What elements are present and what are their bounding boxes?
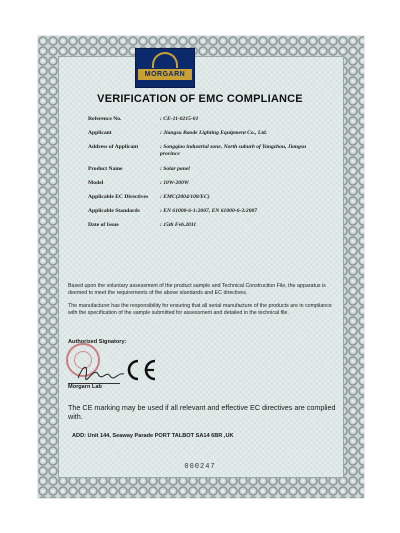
assessment-paragraph: Based upon the voluntary assessment of the product sample and Technical Construction File, the apparatus is deemed to meet the requirements of the above standards and EC directives. (68, 283, 326, 296)
certificate-frame (38, 36, 364, 498)
field-value: : Jiangsu Baode Lighting Equipment Co., Ltd. (160, 130, 268, 136)
field-label: Applicant (88, 130, 112, 136)
field-label: Applicable EC Directives (88, 194, 149, 200)
lab-name: Morgarn Lab (68, 384, 102, 390)
field-label: Reference No. (88, 116, 122, 122)
field-value: : Solar panel (160, 166, 190, 172)
field-label: Applicable Standards (88, 208, 140, 214)
field-label: Product Name (88, 166, 123, 172)
morgarn-logo (135, 48, 195, 88)
field-value: : Songqiao industrial zone, North suburb of Yangzhou, Jiangsu province (160, 144, 307, 157)
ce-mark-icon (124, 358, 158, 382)
ce-marking-note: The CE marking may be used if all relevant and effective EC directives are complied with. (68, 403, 336, 421)
field-value: : 15th Feb.2011 (160, 222, 197, 228)
field-value: : EN 61000-6-1:2007, EN 61000-6-3:2007 (160, 208, 258, 214)
field-value: : 10W-200W (160, 180, 189, 186)
field-label: Date of Issue (88, 222, 119, 228)
logo-arc-icon (152, 52, 178, 68)
field-value: : CE-11-0215-01 (160, 116, 199, 122)
logo-name: MORGARN (138, 69, 192, 80)
signature-icon (76, 362, 126, 384)
field-value: : EMC(2004/108/EC) (160, 194, 210, 200)
signatory-label: Authorized Signatory: (68, 339, 127, 345)
field-label: Address of Applicant (88, 144, 139, 150)
certificate-title: VERIFICATION OF EMC COMPLIANCE (97, 93, 303, 105)
responsibility-paragraph: The manufacturer has the responsibility for ensuring that all serial manufacture of the products are in compliance with the specification of the sample submitted for assessment and detailed in the technical file. (68, 303, 332, 316)
lab-address: ADD: Unit 144, Seaway Parade PORT TALBOT SA14 6BR ,UK (72, 433, 234, 439)
field-label: Model (88, 180, 104, 186)
serial-number: 000247 (184, 463, 216, 471)
